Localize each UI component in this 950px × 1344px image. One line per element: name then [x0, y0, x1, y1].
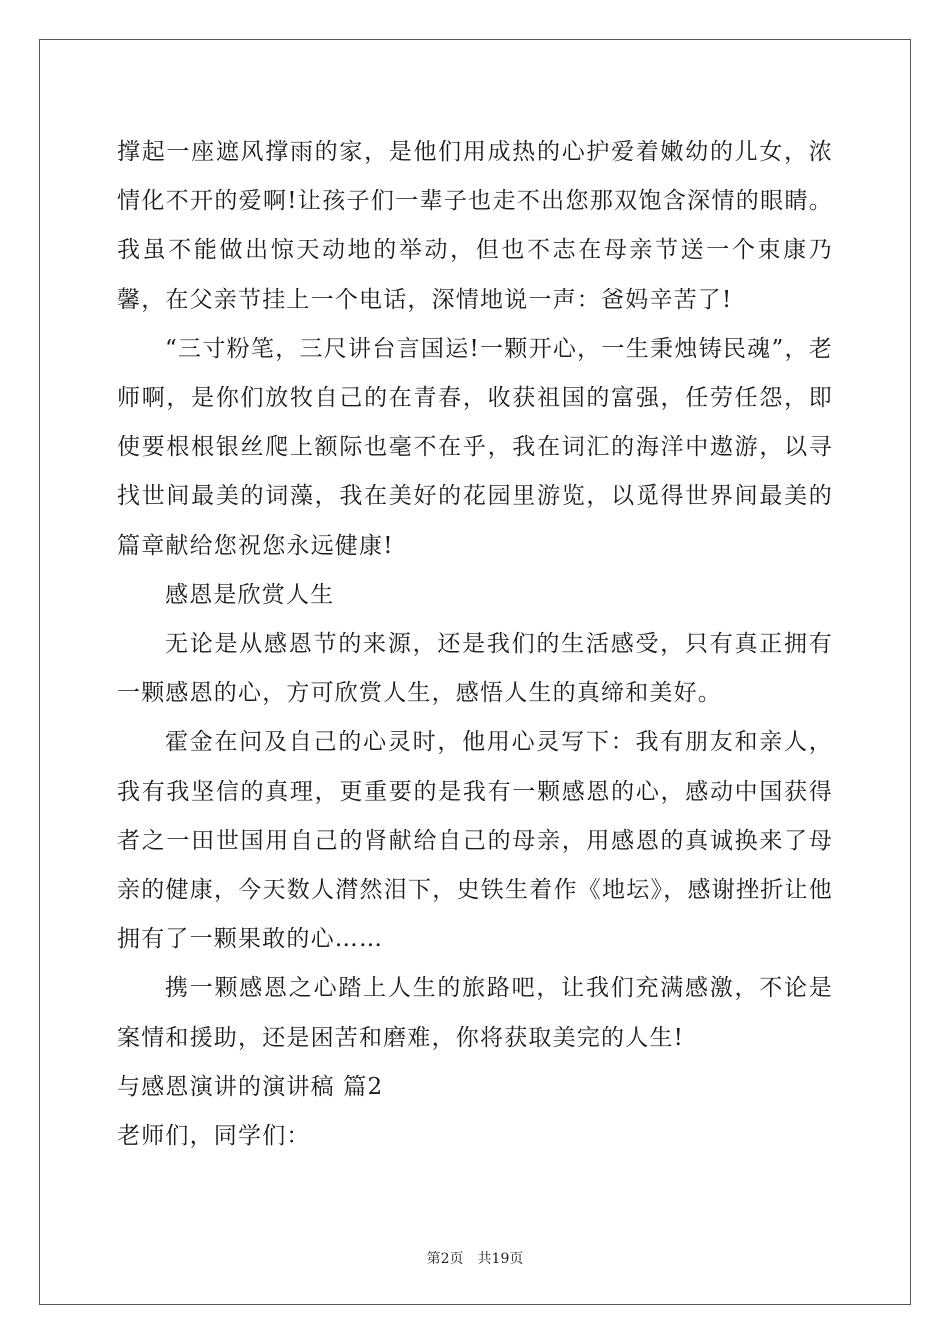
- paragraph-hawking: 霍金在问及自己的心灵时，他用心灵写下：我有朋友和亲人，我有我坚信的真理，更重要的是我有一颗感恩的心，感动中国获得者之一田世国用自己的肾献给自己的母亲，用感恩的真诚换来了母亲的健康，今天数人潸然泪下，史铁生着作《地坛》，感谢挫折让他拥有了一颗果敢的心……: [117, 729, 833, 953]
- paragraph-grateful-journey: 携一颗感恩之心踏上人生的旅路吧，让我们充满感激，不论是案情和援助，还是困苦和磨难，你将获取美完的人生!: [117, 975, 833, 1051]
- page-number: 第2页: [426, 1251, 464, 1267]
- speech-title-part-2: 与感恩演讲的演讲稿 篇2: [117, 1073, 384, 1100]
- paragraph-continuation: 撑起一座遮风撑雨的家，是他们用成热的心护爱着嫩幼的儿女，浓情化不开的爱啊!让孩子们一辈子也走不出您那双饱含深情的眼睛。我虽不能做出惊天动地的举动，但也不志在母亲节送一个束康乃馨，在父亲节挂上一个电话，深情地说一声：爸妈辛苦了!: [117, 139, 833, 313]
- section-heading-appreciate-life: 感恩是欣赏人生: [165, 581, 335, 608]
- paragraph-teacher-tribute: “三寸粉笔，三尺讲台言国运!一颗开心，一生秉烛铸民魂”，老师啊，是你们放牧自己的在青春，收获祖国的富强，任劳任怨，即使要根根银丝爬上额际也毫不在乎，我在词汇的海洋中遨游，以寻找世间最美的词藻，我在美好的花园里游览，以觅得世界间最美的篇章献给您祝您永远健康!: [117, 335, 833, 559]
- document-body: [117, 128, 833, 1161]
- speech-salutation: 老师们，同学们：: [117, 1123, 311, 1150]
- page-footer: [0, 1248, 950, 1268]
- page-total: 共19页: [477, 1251, 524, 1267]
- paragraph-thanksgiving-origin: 无论是从感恩节的来源，还是我们的生活感受，只有真正拥有一颗感恩的心，方可欣赏人生，感悟人生的真缔和美好。: [117, 631, 833, 707]
